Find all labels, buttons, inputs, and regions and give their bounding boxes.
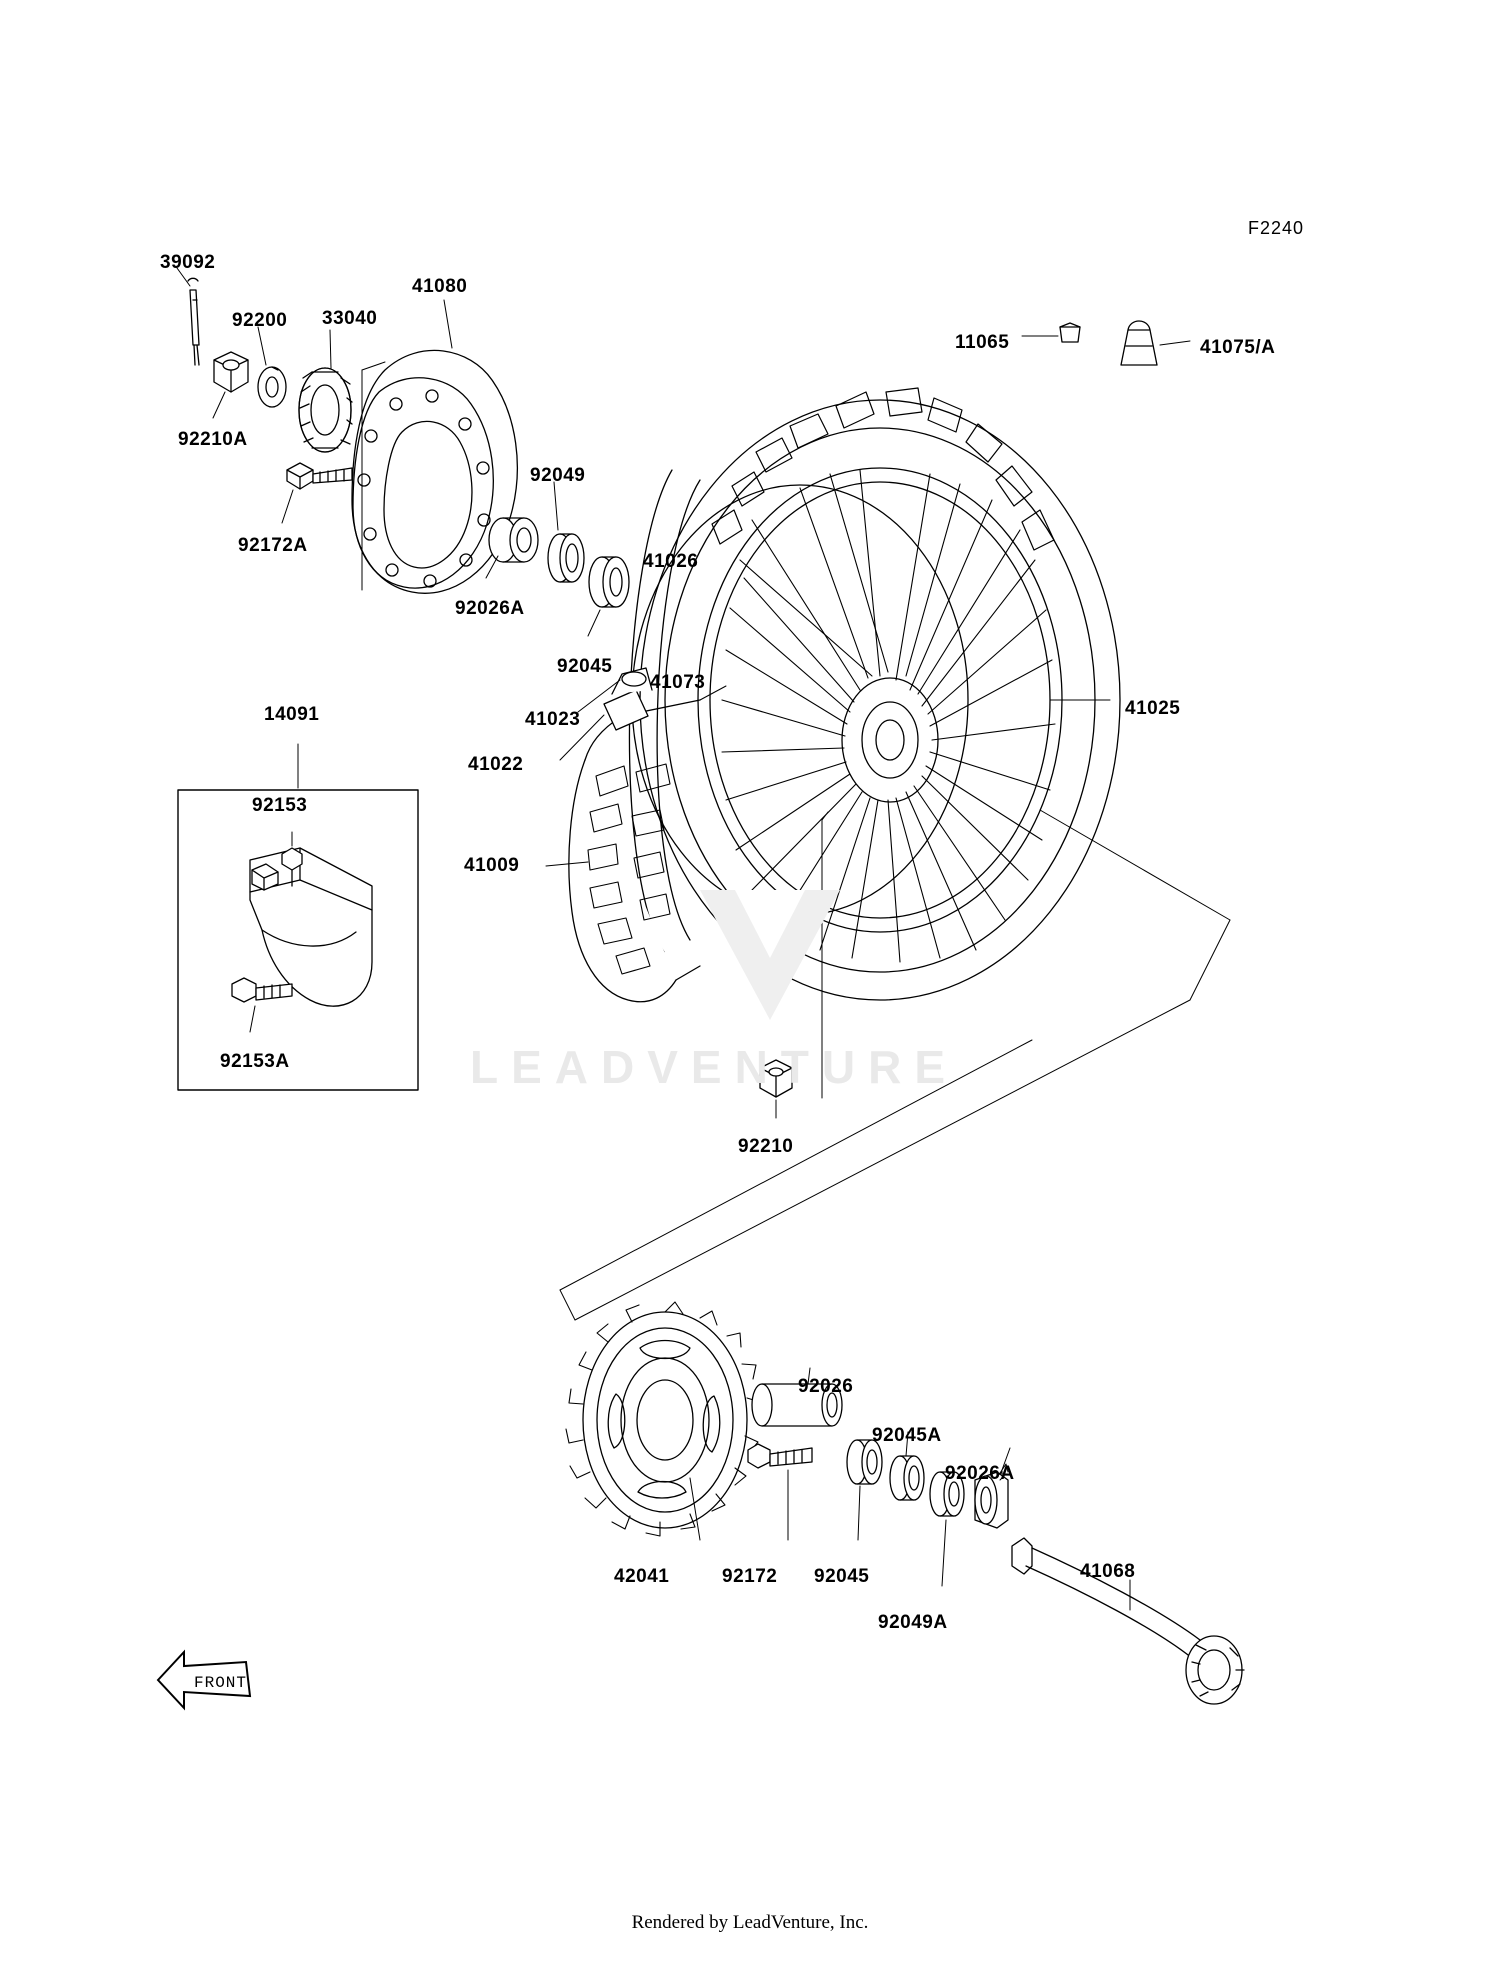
part-label-41009[interactable]: 41009 — [464, 855, 520, 876]
part-label-41073[interactable]: 41073 — [650, 672, 706, 693]
part-label-41025[interactable]: 41025 — [1125, 698, 1181, 719]
part-label-41026[interactable]: 41026 — [643, 551, 699, 572]
part-label-33040[interactable]: 33040 — [322, 308, 378, 329]
part-label-92045-2[interactable]: 92045 — [814, 1566, 870, 1587]
part-label-92049A[interactable]: 92049A — [878, 1612, 948, 1633]
render-footer: Rendered by LeadVenture, Inc. — [631, 1912, 869, 1933]
part-label-92026A[interactable]: 92026A — [455, 598, 525, 619]
part-label-11065[interactable]: 11065 — [955, 332, 1010, 353]
part-label-92049[interactable]: 92049 — [530, 465, 586, 486]
part-label-41080[interactable]: 41080 — [412, 276, 468, 297]
part-label-92200[interactable]: 92200 — [232, 310, 288, 331]
part-label-92045A[interactable]: 92045A — [872, 1425, 942, 1446]
part-label-14091[interactable]: 14091 — [264, 704, 320, 725]
part-label-92210A[interactable]: 92210A — [178, 429, 248, 450]
front-direction-badge — [150, 1640, 260, 1720]
part-label-41023[interactable]: 41023 — [525, 709, 581, 730]
part-label-92153[interactable]: 92153 — [252, 795, 308, 816]
part-label-92045[interactable]: 92045 — [557, 656, 613, 677]
part-label-92026A-2[interactable]: 92026A — [945, 1463, 1015, 1484]
part-label-42041[interactable]: 42041 — [614, 1566, 670, 1587]
part-label-39092[interactable]: 39092 — [160, 252, 216, 273]
diagram-code: F2240 — [1248, 218, 1305, 238]
part-label-41068[interactable]: 41068 — [1080, 1561, 1136, 1582]
leadventure-watermark-text: LEADVENTURE — [470, 1041, 959, 1093]
leadventure-watermark-mark — [690, 880, 850, 1030]
part-label-92172[interactable]: 92172 — [722, 1566, 778, 1587]
part-label-41022[interactable]: 41022 — [468, 754, 524, 775]
part-label-92210[interactable]: 92210 — [738, 1136, 794, 1157]
part-label-41075-a[interactable]: 41075/A — [1200, 337, 1276, 358]
part-label-92153A[interactable]: 92153A — [220, 1051, 290, 1072]
part-label-92026[interactable]: 92026 — [798, 1376, 854, 1397]
part-label-92172A[interactable]: 92172A — [238, 535, 308, 556]
svg-text:FRONT: FRONT — [194, 1674, 248, 1692]
